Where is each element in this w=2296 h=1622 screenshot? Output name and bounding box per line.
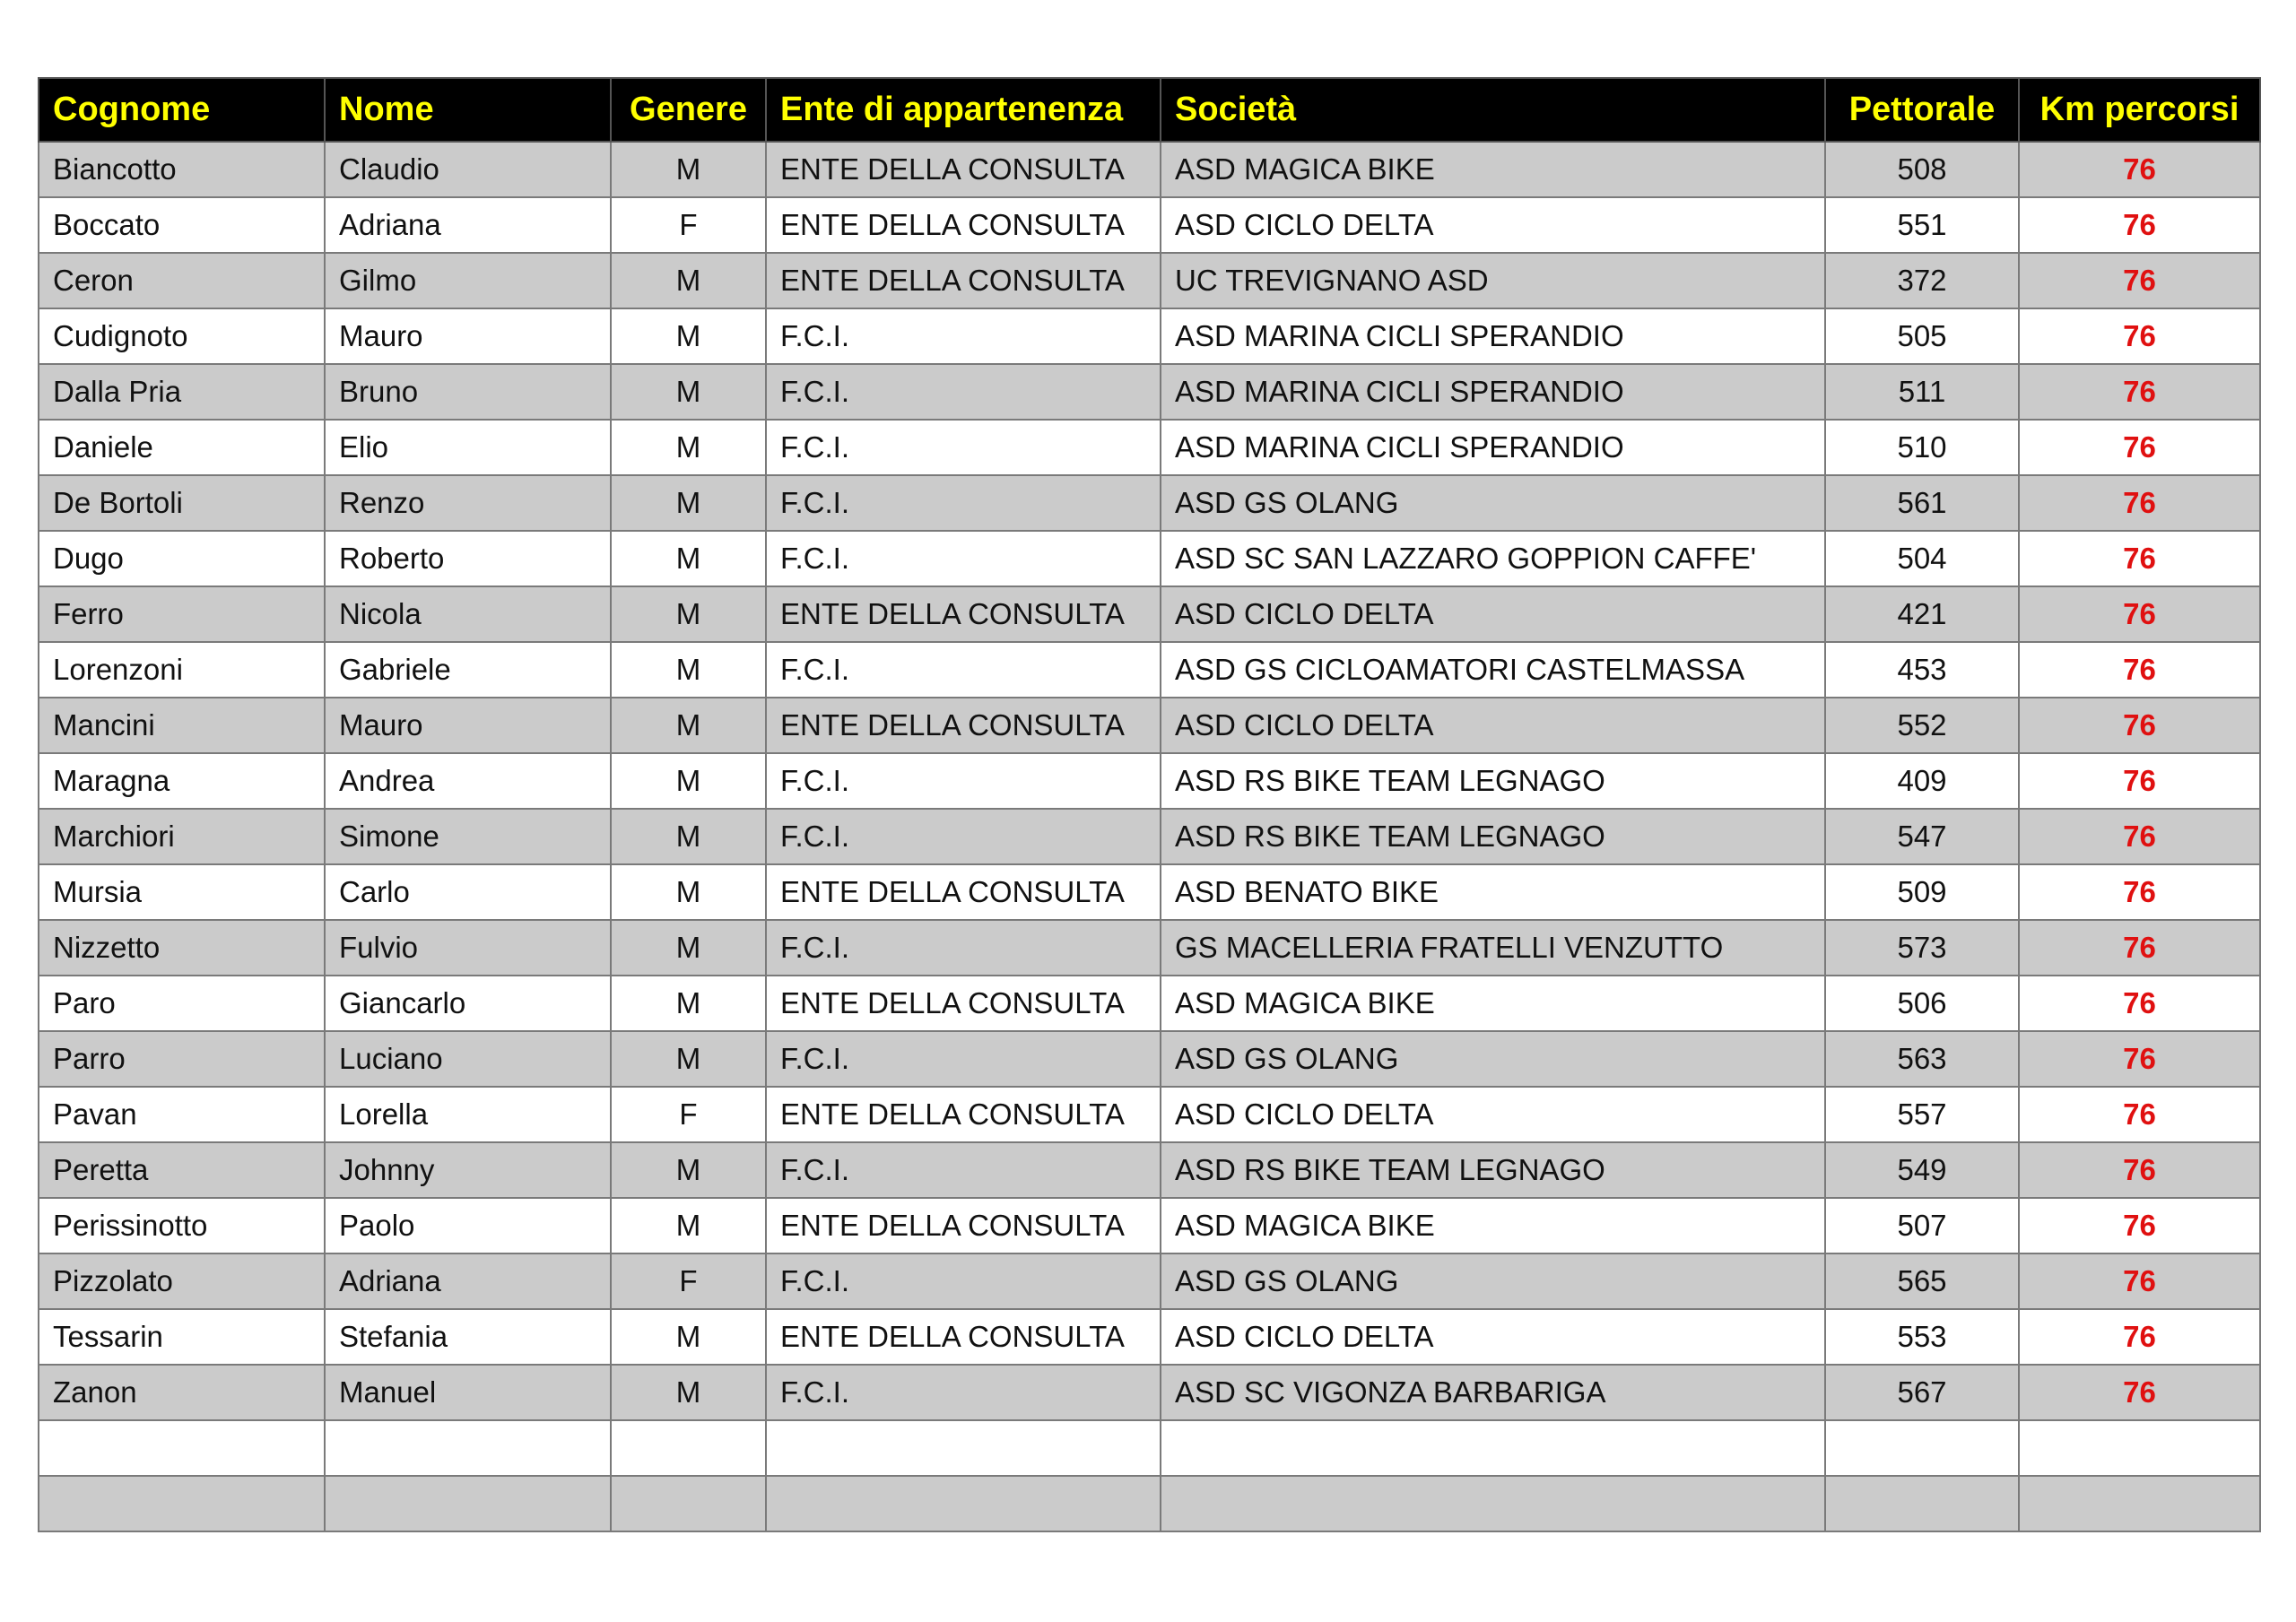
cell-genere: M [611,531,766,586]
table-row [39,976,2260,1031]
cell-nome: Luciano [325,1031,611,1087]
table-row [39,1253,2260,1309]
cell-cognome: Ferro [39,586,325,642]
cell-pettorale: 567 [1825,1365,2019,1420]
cell-cognome: Cudignoto [39,308,325,364]
cell-genere: M [611,864,766,920]
cell-pettorale: 551 [1825,197,2019,253]
cell-ente: F.C.I. [766,364,1161,420]
cell-genere: M [611,976,766,1031]
cell-km-percorsi: 76 [2019,586,2260,642]
table-row [39,1087,2260,1142]
cell-ente: F.C.I. [766,1253,1161,1309]
cell-pettorale: 510 [1825,420,2019,475]
cell-pettorale: 547 [1825,809,2019,864]
cell-societa: ASD SC VIGONZA BARBARIGA [1161,1365,1825,1420]
cell-pettorale: 549 [1825,1142,2019,1198]
cell-pettorale [1825,1476,2019,1531]
cell-cognome: Paro [39,976,325,1031]
cell-genere: M [611,142,766,197]
table-row [39,1476,2260,1531]
cell-pettorale: 573 [1825,920,2019,976]
cell-cognome: Mursia [39,864,325,920]
cell-ente: F.C.I. [766,642,1161,698]
cell-ente: ENTE DELLA CONSULTA [766,1198,1161,1253]
cell-ente: ENTE DELLA CONSULTA [766,698,1161,753]
table-row [39,308,2260,364]
table-body [39,142,2260,1531]
cell-cognome: Maragna [39,753,325,809]
header-nome: Nome [325,78,611,142]
cell-genere: M [611,475,766,531]
cell-ente: F.C.I. [766,475,1161,531]
cell-societa: ASD RS BIKE TEAM LEGNAGO [1161,753,1825,809]
cell-km-percorsi: 76 [2019,642,2260,698]
table-row [39,864,2260,920]
cell-km-percorsi: 76 [2019,420,2260,475]
cell-cognome: De Bortoli [39,475,325,531]
cell-nome: Adriana [325,197,611,253]
cell-km-percorsi: 76 [2019,920,2260,976]
cell-nome: Manuel [325,1365,611,1420]
cell-km-percorsi: 76 [2019,698,2260,753]
table-row [39,1365,2260,1420]
cell-km-percorsi: 76 [2019,531,2260,586]
cell-nome: Gilmo [325,253,611,308]
cell-ente [766,1476,1161,1531]
cell-societa: ASD MARINA CICLI SPERANDIO [1161,308,1825,364]
cell-genere: M [611,698,766,753]
cell-cognome: Mancini [39,698,325,753]
table-row [39,364,2260,420]
cell-genere: M [611,1031,766,1087]
cell-societa: ASD CICLO DELTA [1161,698,1825,753]
cell-societa [1161,1476,1825,1531]
cell-genere: F [611,1253,766,1309]
cell-nome: Stefania [325,1309,611,1365]
table-row [39,753,2260,809]
cell-nome: Lorella [325,1087,611,1142]
table-row [39,197,2260,253]
cell-pettorale: 508 [1825,142,2019,197]
cell-km-percorsi: 76 [2019,142,2260,197]
cell-km-percorsi: 76 [2019,1142,2260,1198]
cell-cognome: Ceron [39,253,325,308]
cell-societa: GS MACELLERIA FRATELLI VENZUTTO [1161,920,1825,976]
cell-societa: ASD CICLO DELTA [1161,197,1825,253]
cell-pettorale: 552 [1825,698,2019,753]
cell-pettorale: 561 [1825,475,2019,531]
cell-societa: ASD SC SAN LAZZARO GOPPION CAFFE' [1161,531,1825,586]
cell-ente: F.C.I. [766,1031,1161,1087]
cell-pettorale: 505 [1825,308,2019,364]
cell-societa: ASD CICLO DELTA [1161,1087,1825,1142]
cell-pettorale [1825,1420,2019,1476]
cell-societa: ASD RS BIKE TEAM LEGNAGO [1161,809,1825,864]
cell-societa: ASD GS OLANG [1161,475,1825,531]
cell-km-percorsi [2019,1476,2260,1531]
cell-cognome: Nizzetto [39,920,325,976]
cell-genere: M [611,420,766,475]
cell-ente: ENTE DELLA CONSULTA [766,976,1161,1031]
cell-ente: ENTE DELLA CONSULTA [766,1309,1161,1365]
cell-pettorale: 504 [1825,531,2019,586]
cell-societa: ASD MARINA CICLI SPERANDIO [1161,420,1825,475]
cell-genere [611,1476,766,1531]
cell-nome: Gabriele [325,642,611,698]
cell-ente: ENTE DELLA CONSULTA [766,864,1161,920]
cell-cognome: Marchiori [39,809,325,864]
cell-genere: M [611,1142,766,1198]
cell-km-percorsi: 76 [2019,1087,2260,1142]
cell-ente: F.C.I. [766,531,1161,586]
cell-ente: ENTE DELLA CONSULTA [766,197,1161,253]
cell-cognome: Lorenzoni [39,642,325,698]
header-row [39,78,2260,142]
table-row [39,1420,2260,1476]
cell-nome: Andrea [325,753,611,809]
cell-nome: Adriana [325,1253,611,1309]
table-row [39,1142,2260,1198]
header-ente: Ente di appartenenza [766,78,1161,142]
cell-pettorale: 511 [1825,364,2019,420]
cell-cognome: Dalla Pria [39,364,325,420]
cell-km-percorsi: 76 [2019,976,2260,1031]
cell-km-percorsi: 76 [2019,1198,2260,1253]
cell-km-percorsi: 76 [2019,308,2260,364]
cell-societa: UC TREVIGNANO ASD [1161,253,1825,308]
header-cognome: Cognome [39,78,325,142]
cell-km-percorsi [2019,1420,2260,1476]
cell-nome: Carlo [325,864,611,920]
table-row [39,1031,2260,1087]
cell-ente: F.C.I. [766,1365,1161,1420]
cell-km-percorsi: 76 [2019,1031,2260,1087]
cell-genere: M [611,753,766,809]
cell-ente: F.C.I. [766,753,1161,809]
cell-cognome: Daniele [39,420,325,475]
cell-genere: F [611,197,766,253]
cell-societa: ASD CICLO DELTA [1161,1309,1825,1365]
cell-pettorale: 372 [1825,253,2019,308]
cell-ente: F.C.I. [766,308,1161,364]
table-row [39,253,2260,308]
cell-societa: ASD GS CICLOAMATORI CASTELMASSA [1161,642,1825,698]
cell-ente: ENTE DELLA CONSULTA [766,1087,1161,1142]
cell-societa: ASD CICLO DELTA [1161,586,1825,642]
cell-ente: ENTE DELLA CONSULTA [766,142,1161,197]
cell-societa [1161,1420,1825,1476]
cell-ente [766,1420,1161,1476]
cell-km-percorsi: 76 [2019,364,2260,420]
cell-nome [325,1476,611,1531]
cell-cognome: Peretta [39,1142,325,1198]
table-row [39,420,2260,475]
cell-genere: M [611,1309,766,1365]
cell-genere: M [611,308,766,364]
cell-ente: ENTE DELLA CONSULTA [766,586,1161,642]
header-pettorale: Pettorale [1825,78,2019,142]
cell-pettorale: 565 [1825,1253,2019,1309]
cell-genere: M [611,586,766,642]
cell-km-percorsi: 76 [2019,809,2260,864]
cell-cognome: Pizzolato [39,1253,325,1309]
cell-cognome: Parro [39,1031,325,1087]
cell-genere: M [611,642,766,698]
cell-nome: Mauro [325,698,611,753]
cell-pettorale: 507 [1825,1198,2019,1253]
cell-cognome [39,1476,325,1531]
cell-genere: M [611,253,766,308]
cell-pettorale: 563 [1825,1031,2019,1087]
table-row [39,809,2260,864]
cell-societa: ASD MAGICA BIKE [1161,976,1825,1031]
table-row [39,920,2260,976]
cell-pettorale: 557 [1825,1087,2019,1142]
cell-societa: ASD GS OLANG [1161,1031,1825,1087]
cell-km-percorsi: 76 [2019,753,2260,809]
cell-nome: Roberto [325,531,611,586]
cell-genere: M [611,1365,766,1420]
cell-km-percorsi: 76 [2019,864,2260,920]
cell-genere: F [611,1087,766,1142]
cell-ente: F.C.I. [766,920,1161,976]
cell-pettorale: 509 [1825,864,2019,920]
table-row [39,475,2260,531]
cell-nome: Renzo [325,475,611,531]
cell-nome: Nicola [325,586,611,642]
header-km: Km percorsi [2019,78,2260,142]
cell-nome: Johnny [325,1142,611,1198]
cell-cognome [39,1420,325,1476]
cell-cognome: Perissinotto [39,1198,325,1253]
header-societa: Società [1161,78,1825,142]
cell-pettorale: 409 [1825,753,2019,809]
cell-ente: F.C.I. [766,420,1161,475]
cell-genere: M [611,364,766,420]
cell-km-percorsi: 76 [2019,475,2260,531]
cell-genere: M [611,920,766,976]
cell-km-percorsi: 76 [2019,1365,2260,1420]
cell-cognome: Biancotto [39,142,325,197]
cell-societa: ASD MARINA CICLI SPERANDIO [1161,364,1825,420]
cell-nome: Paolo [325,1198,611,1253]
cell-pettorale: 506 [1825,976,2019,1031]
header-genere: Genere [611,78,766,142]
cell-genere [611,1420,766,1476]
table-row [39,642,2260,698]
cell-societa: ASD MAGICA BIKE [1161,1198,1825,1253]
cell-km-percorsi: 76 [2019,1253,2260,1309]
cell-cognome: Boccato [39,197,325,253]
table-row [39,698,2260,753]
cell-genere: M [611,809,766,864]
cell-nome: Mauro [325,308,611,364]
cell-cognome: Zanon [39,1365,325,1420]
cell-cognome: Tessarin [39,1309,325,1365]
cell-societa: ASD MAGICA BIKE [1161,142,1825,197]
cell-societa: ASD GS OLANG [1161,1253,1825,1309]
table-row [39,531,2260,586]
cell-km-percorsi: 76 [2019,1309,2260,1365]
cell-nome: Elio [325,420,611,475]
cell-cognome: Dugo [39,531,325,586]
table-row [39,1198,2260,1253]
table-row [39,586,2260,642]
cell-pettorale: 453 [1825,642,2019,698]
cell-cognome: Pavan [39,1087,325,1142]
cell-nome: Fulvio [325,920,611,976]
cell-pettorale: 421 [1825,586,2019,642]
cell-ente: ENTE DELLA CONSULTA [766,253,1161,308]
cell-km-percorsi: 76 [2019,197,2260,253]
cell-nome: Simone [325,809,611,864]
cell-genere: M [611,1198,766,1253]
cell-ente: F.C.I. [766,809,1161,864]
cell-nome: Giancarlo [325,976,611,1031]
cell-societa: ASD RS BIKE TEAM LEGNAGO [1161,1142,1825,1198]
cell-nome [325,1420,611,1476]
table-header [39,78,2260,142]
cell-nome: Bruno [325,364,611,420]
cell-nome: Claudio [325,142,611,197]
results-table [38,77,2261,1532]
table-row [39,1309,2260,1365]
cell-km-percorsi: 76 [2019,253,2260,308]
table-row [39,142,2260,197]
cell-societa: ASD BENATO BIKE [1161,864,1825,920]
cell-pettorale: 553 [1825,1309,2019,1365]
cell-ente: F.C.I. [766,1142,1161,1198]
